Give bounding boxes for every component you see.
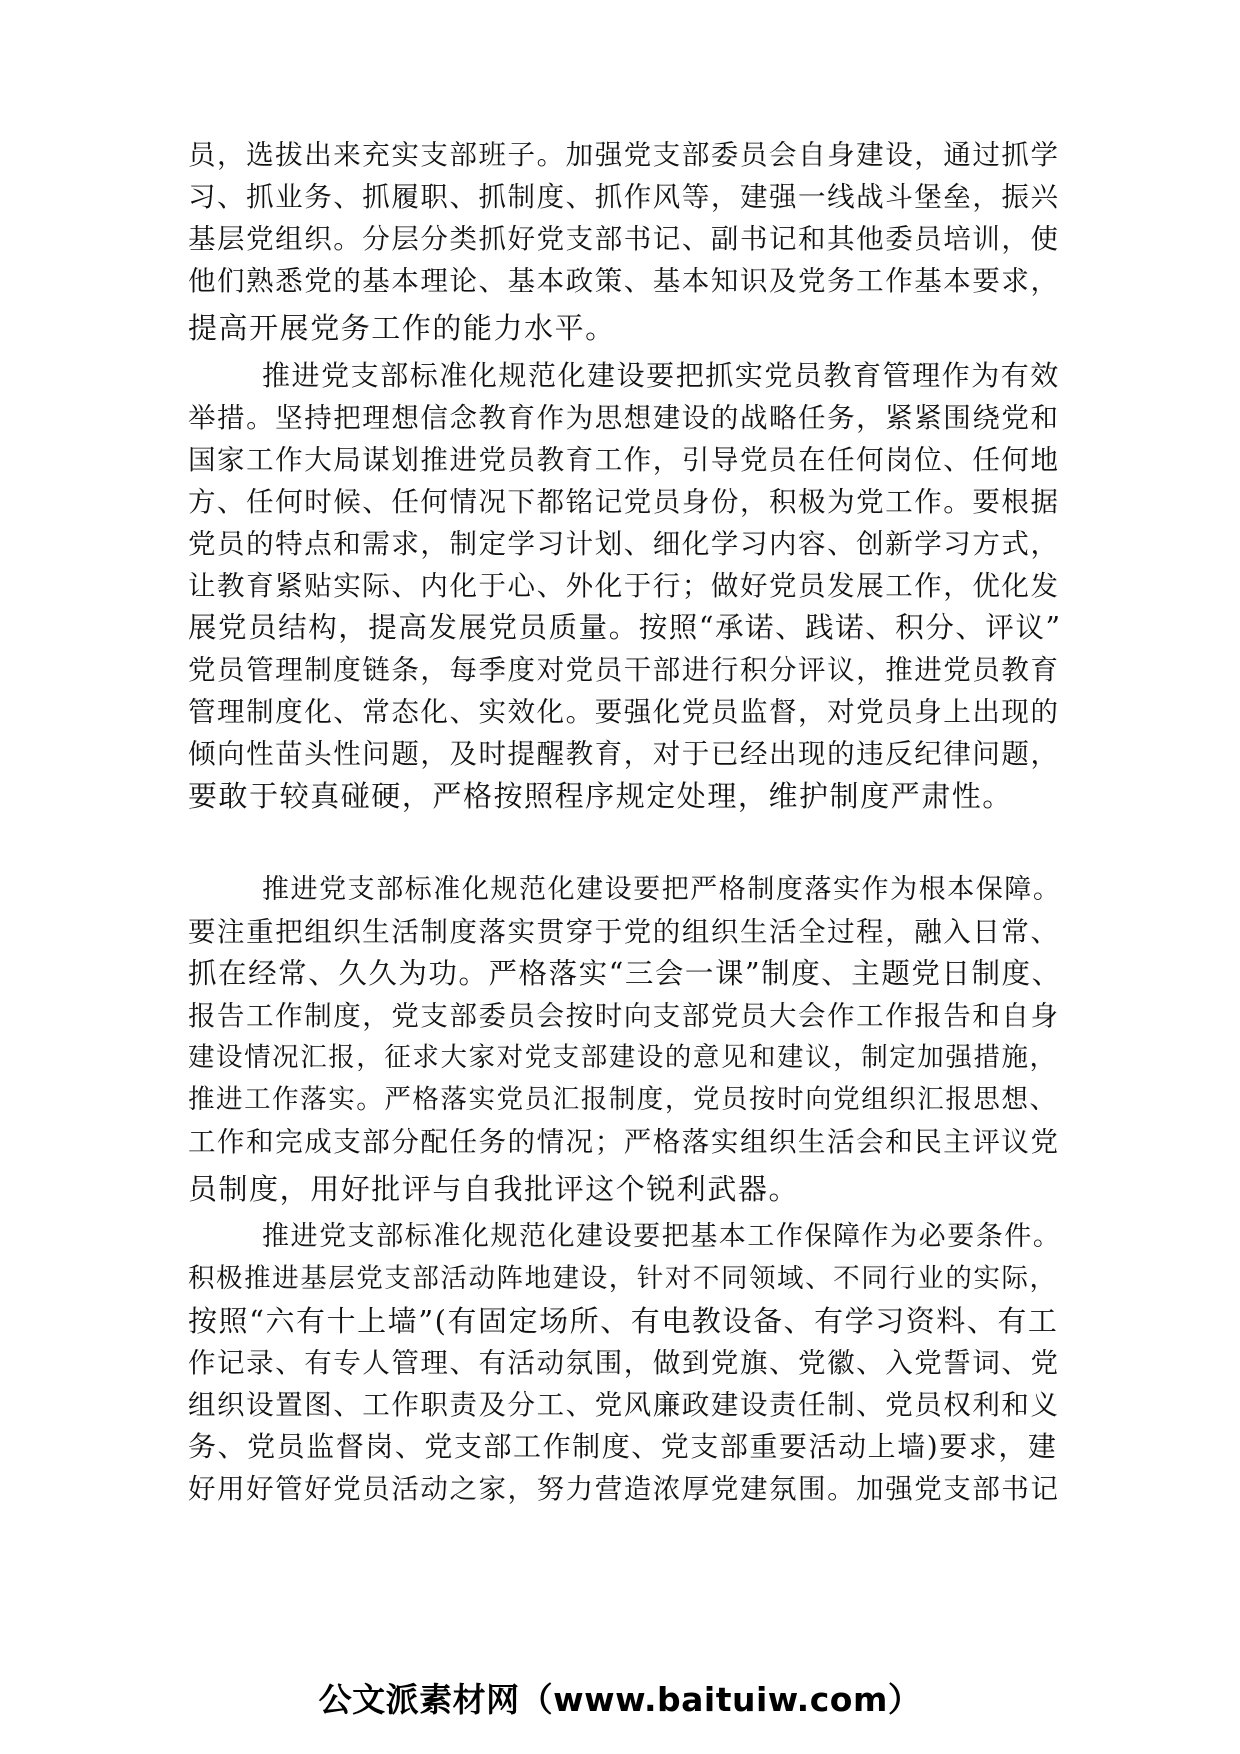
- paragraph-line: 员制度，用好批评与自我批评这个锐利武器。: [188, 1172, 800, 1206]
- paragraph-line: 建设情况汇报，征求大家对党支部建设的意见和建议，制定加强措施，: [188, 1042, 1058, 1073]
- paragraph-line: 报告工作制度，党支部委员会按时向支部党员大会作工作报告和自身: [188, 1000, 1060, 1032]
- paragraph-line: 积极推进基层党支部活动阵地建设，针对不同领域、不同行业的实际，: [188, 1263, 1058, 1294]
- paragraph-line: 展党员结构，提高发展党员质量。按照“承诺、践诺、积分、评议”: [188, 611, 1062, 644]
- paragraph-line: 抓在经常、久久为功。严格落实“三会一课”制度、主题党日制度、: [188, 957, 1062, 990]
- paragraph-line: 要敢于较真碰硬，严格按照程序规定处理，维护制度严肃性。: [188, 779, 1013, 813]
- paragraph-line: 方、任何时候、任何情况下都铭记党员身份，积极为党工作。要根据: [188, 486, 1060, 518]
- paragraph-line: 推进党支部标准化规范化建设要把严格制度落实作为根本保障。: [262, 874, 1062, 905]
- paragraph-line: 管理制度化、常态化、实效化。要强化党员监督，对党员身上出现的: [188, 696, 1060, 728]
- paragraph-line: 推进党支部标准化规范化建设要把抓实党员教育管理作为有效: [262, 359, 1060, 392]
- paragraph-line: 让教育紧贴实际、内化于心、外化于行；做好党员发展工作，优化发: [188, 570, 1060, 602]
- paragraph-line: 推进党支部标准化规范化建设要把基本工作保障作为必要条件。: [262, 1221, 1062, 1252]
- paragraph-line: 习、抓业务、抓履职、抓制度、抓作风等，建强一线战斗堡垒，振兴: [188, 181, 1060, 213]
- footer-watermark: 公文派素材网（www.baituiw.com）: [318, 1680, 922, 1719]
- paragraph-line: 倾向性苗头性问题，及时提醒教育，对于已经出现的违反纪律问题，: [188, 738, 1060, 770]
- paragraph-line: 党员管理制度链条，每季度对党员干部进行积分评议，推进党员教育: [188, 654, 1060, 686]
- paragraph-line: 按照“六有十上墙”(有固定场所、有电教设备、有学习资料、有工: [188, 1304, 1059, 1338]
- paragraph-line: 组织设置图、工作职责及分工、党风廉政建设责任制、党员权利和义: [188, 1389, 1060, 1421]
- paragraph-line: 基层党组织。分层分类抓好党支部书记、副书记和其他委员培训，使: [188, 223, 1060, 255]
- paragraph-line: 提高开展党务工作的能力水平。: [188, 311, 616, 345]
- paragraph-line: 员，选拔出来充实支部班子。加强党支部委员会自身建设，通过抓学: [188, 139, 1060, 171]
- paragraph-line: 好用好管好党员活动之家，努力营造浓厚党建氛围。加强党支部书记: [188, 1473, 1060, 1505]
- paragraph-line: 推进工作落实。严格落实党员汇报制度，党员按时向党组织汇报思想、: [188, 1084, 1058, 1115]
- paragraph-line: [188, 822, 1068, 864]
- paragraph-line: 党员的特点和需求，制定学习计划、细化学习内容、创新学习方式，: [188, 528, 1060, 560]
- paragraph-line: 工作和完成支部分配任务的情况；严格落实组织生活会和民主评议党: [188, 1126, 1060, 1158]
- paragraph-line: 务、党员监督岗、党支部工作制度、党支部重要活动上墙)要求，建: [188, 1430, 1058, 1463]
- paragraph-line: 要注重把组织生活制度落实贯穿于党的组织生活全过程，融入日常、: [188, 916, 1060, 948]
- paragraph-line: 作记录、有专人管理、有活动氛围，做到党旗、党徽、入党誓词、党: [188, 1347, 1060, 1379]
- paragraph-line: 举措。坚持把理想信念教育作为思想建设的战略任务，紧紧围绕党和: [188, 402, 1060, 434]
- paragraph-line: 国家工作大局谋划推进党员教育工作，引导党员在任何岗位、任何地: [188, 444, 1060, 476]
- paragraph-line: 他们熟悉党的基本理论、基本政策、基本知识及党务工作基本要求，: [188, 265, 1060, 297]
